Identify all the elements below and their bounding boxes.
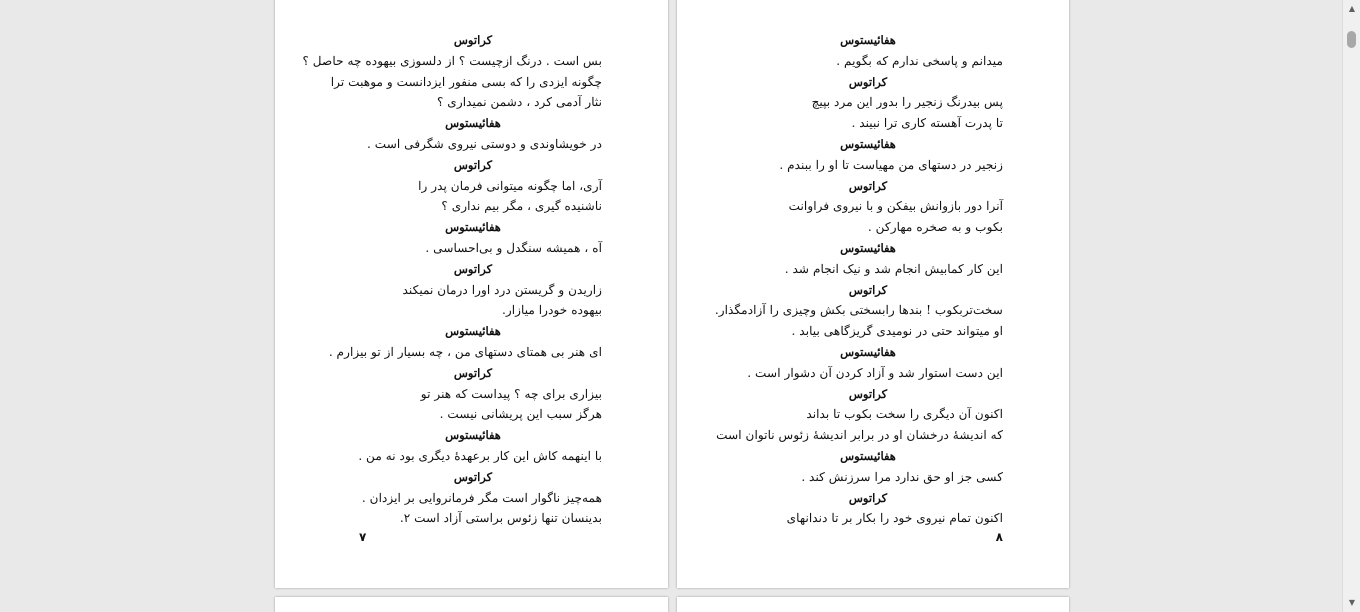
speaker-name: هفائیستوس [840,448,896,463]
vertical-scrollbar[interactable] [1342,0,1360,612]
verse-line: اکنون تمام نیروی خود را بکار بر تا دندانهای [786,511,1003,526]
verse-line: ناشنیده گیری ، مگر بیم نداری ؟ [441,199,602,214]
verse-line: زاریدن و گریستن درد اورا درمان نمیکند [402,282,602,297]
verse-line: بیزاری برای چه ؟ پیداست که هنر تو [420,386,602,401]
speaker-name: کراتوس [453,261,493,276]
verse-line: بدینسان تنها زئوس براستی آزاد است ۲. [399,511,602,526]
page-10-top [677,597,1069,612]
verse-line: اکنون آن دیگری را سخت بکوب تا بداند [806,407,1003,422]
page-8 [677,0,1069,588]
verse-line: این دست استوار شد و آزاد کردن آن دشوار است . [747,365,1003,380]
speaker-name: هفائیستوس [840,344,896,359]
page-9-top [275,597,668,612]
speaker-name: هفائیستوس [445,428,501,443]
speaker-name: کراتوس [453,365,493,380]
verse-line: آری، اما چگونه میتوانی فرمان پدر را [418,178,602,193]
verse-line: میدانم و پاسخی ندارم که بگویم . [836,53,1003,68]
page-number: ۸ [995,530,1003,544]
speaker-name: کراتوس [848,178,888,193]
verse-line: آه ، همیشه سنگدل و بی‌احساسی . [425,240,602,255]
verse-line: زنجیر در دستهای من مهیاست تا او را ببندم . [779,157,1003,172]
verse-line: نثار آدمی کرد ، دشمن نمیداری ؟ [436,95,602,110]
speaker-name: هفائیستوس [445,116,501,131]
speaker-name: هفائیستوس [445,220,501,235]
scroll-up-arrow-icon[interactable]: ▲ [1348,4,1356,13]
verse-line: در خویشاوندی و دوستی نیروی شگرفی است . [366,136,602,151]
speaker-name: هفائیستوس [840,240,896,255]
page-number: ۷ [359,530,367,544]
verse-line: با اینهمه کاش این کار برعهدهٔ دیگری بود نه من . [358,448,602,463]
page-8-text [703,30,1003,529]
verse-line: پس بیدرنگ زنجیر را بدور این مرد بپیچ [811,95,1003,110]
verse-line: همه‌چیز ناگوار است مگر فرمانروایی بر ایزدان . [361,490,602,505]
verse-line: بیهوده خودرا میازار. [501,303,602,318]
speaker-name: کراتوس [848,282,888,297]
verse-line: که اندیشهٔ درخشان او در برابر اندیشهٔ زئوس ناتوان است [716,428,1003,443]
speaker-name: هفائیستوس [840,33,896,47]
scroll-down-arrow-icon[interactable]: ▼ [1348,598,1356,607]
speaker-name: کراتوس [848,386,888,401]
verse-line: سخت‌تربکوب ! بندها رابسختی بکش وچیزی را آزادمگذار. [714,303,1003,318]
page-7 [275,0,668,588]
verse-line: این کار کمابیش انجام شد و نیک انجام شد . [784,261,1003,276]
verse-line: او میتواند حتی در نومیدی گریزگاهی بیابد . [791,324,1003,339]
verse-line: تا پدرت آهسته کاری ترا نبیند . [851,116,1003,131]
speaker-name: کراتوس [453,469,493,484]
verse-line: هرگز سبب این پریشانی نیست . [439,407,602,422]
speaker-name: هفائیستوس [445,324,501,339]
speaker-name: کراتوس [453,33,493,47]
speaker-name: کراتوس [848,490,888,505]
verse-line: کسی جز او حق ندارد مرا سرزنش کند . [801,469,1003,484]
scrollbar-thumb[interactable] [1347,31,1356,48]
verse-line: ای هنر بی همتای دستهای من ، چه بسیار از تو بیزارم . [328,344,602,359]
verse-line: بکوب و به صخره مهارکن . [867,220,1003,235]
verse-line: بس است . درنگ ازچیست ؟ از دلسوزی بیهوده چه حاصل ؟ [302,53,602,68]
speaker-name: هفائیستوس [840,136,896,151]
speaker-name: کراتوس [848,74,888,89]
speaker-name: کراتوس [453,157,493,172]
verse-line: آنرا دور بازوانش بیفکن و با نیروی فراوانت [788,199,1003,214]
page-7-text [302,30,602,529]
verse-line: چگونه ایزدی را که بسی منفور ایزدانست و موهبت ترا [330,74,602,89]
